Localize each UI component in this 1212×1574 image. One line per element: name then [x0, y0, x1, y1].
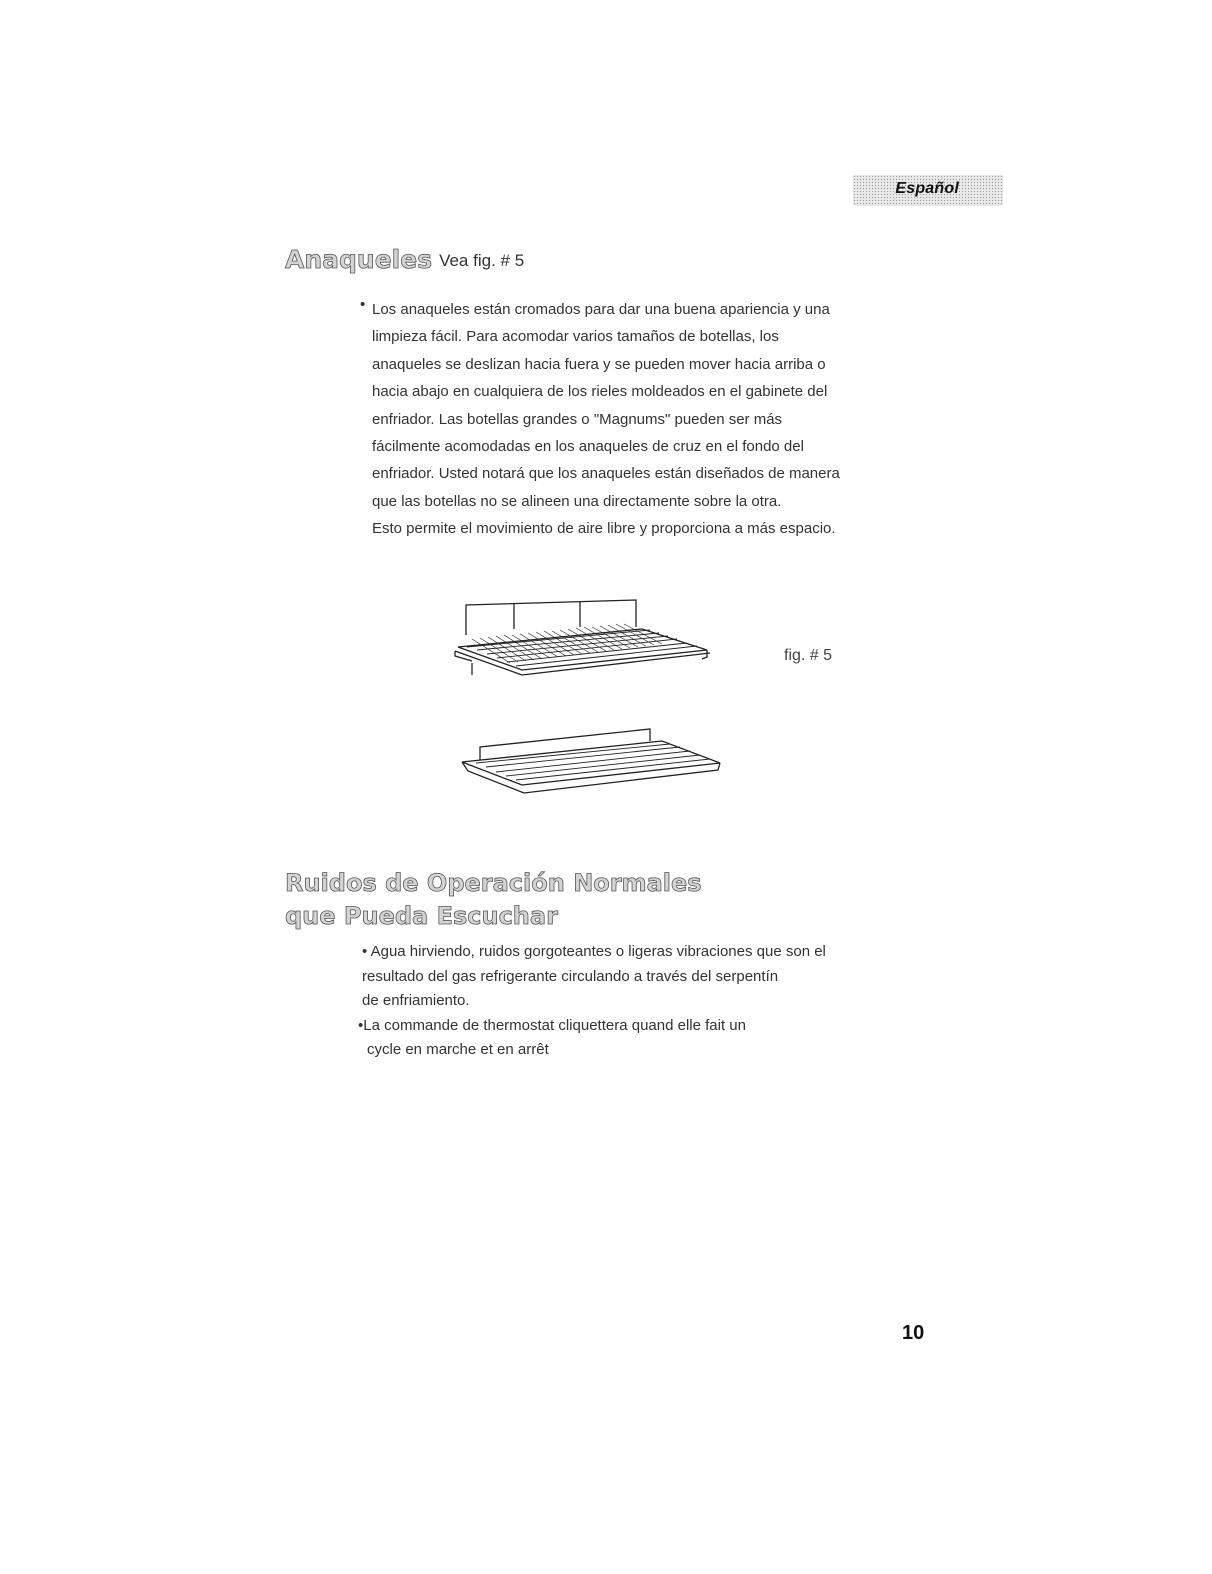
section-title-line: Ruidos de Operación Normales — [285, 869, 702, 897]
bullet-mark: • — [360, 296, 366, 313]
wire-shelf-lower — [462, 729, 720, 793]
figure-reference: Vea fig. # 5 — [439, 251, 525, 270]
section-title-shelves — [285, 245, 524, 274]
paragraph-line: enfriador. Las botellas grandes o "Magnums" pueden ser más — [372, 410, 783, 428]
list-item — [345, 1014, 915, 1039]
paragraph-line: que las botellas no se alineen una directamente sobre la otra. — [372, 492, 782, 510]
paragraph-line: hacia abajo en cualquiera de los rieles moldeados en el gabinete del — [372, 383, 828, 401]
list-item — [345, 940, 915, 965]
paragraph-line: fácilmente acomodadas en los anaqueles de cruz en el fondo del — [372, 438, 804, 456]
list-item-text: • Agua hirviendo, ruidos gorgoteantes o ligeras vibraciones que son el — [362, 943, 826, 960]
noises-list — [345, 940, 915, 1063]
paragraph-line: enfriador. Usted notará que los anaqueles están diseñados de manera — [372, 465, 840, 483]
figure-caption: fig. # 5 — [784, 647, 833, 664]
paragraph-line: anaqueles se deslizan hacia fuera y se pueden mover hacia arriba o — [372, 355, 826, 373]
language-tab-label: Español — [895, 180, 959, 197]
section-title-noises — [285, 867, 702, 933]
shelf-illustration — [452, 595, 732, 805]
page-number: 10 — [902, 1322, 925, 1344]
list-item-text: de enfriamiento. — [362, 992, 470, 1009]
list-item — [345, 1038, 915, 1063]
list-item — [345, 989, 915, 1014]
shelves-paragraph — [372, 296, 932, 543]
list-item-text: resultado del gas refrigerante circulando a través del serpentín — [362, 967, 779, 985]
paragraph-line: limpieza fácil. Para acomodar varios tamaños de botellas, los — [372, 328, 779, 346]
list-item-text: •La commande de thermostat cliquettera quand elle fait un — [358, 1016, 746, 1034]
section-title-text: Anaqueles — [285, 245, 433, 274]
list-item-text: cycle en marche et en arrêt — [367, 1041, 549, 1058]
paragraph-line: Esto permite el movimiento de aire libre y proporciona a más espacio. — [372, 520, 836, 538]
list-item — [345, 965, 915, 990]
paragraph-line: Los anaqueles están cromados para dar una buena apariencia y una — [372, 301, 830, 318]
language-tab — [853, 175, 1003, 206]
section-title-line: que Pueda Escuchar — [285, 902, 558, 930]
wire-shelf-upper — [455, 600, 710, 675]
